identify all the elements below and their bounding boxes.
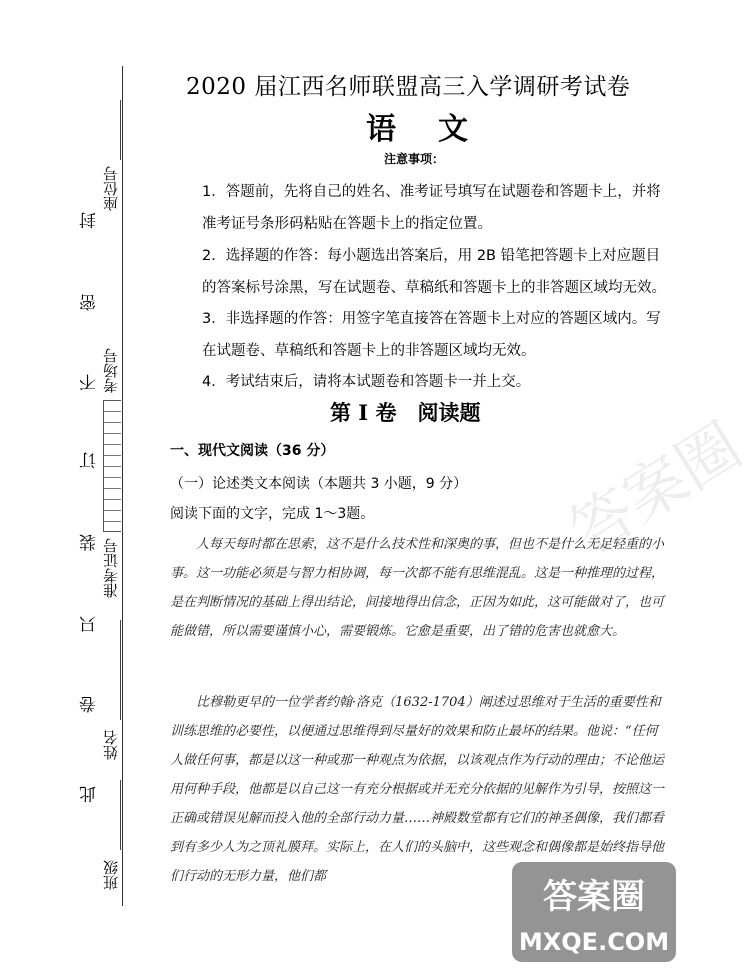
- notice-item-text: 2．选择题的作答：每小题选出答案后，用 2B 铅笔把答题卡上对应题目的答案标号涂黑，写在试题卷、草稿纸和答题卡上的非答题区域均无效。: [202, 248, 666, 296]
- logo-badge-url: MXQE.COM: [518, 928, 670, 956]
- notice-item-text: 4．考试结束后，请将本试题卷和答题卡一并上交。: [202, 374, 531, 390]
- notice-item-1: [170, 176, 670, 240]
- admission-number-label: 准考证号: [102, 538, 120, 598]
- notice-item-3: [170, 303, 670, 367]
- seat-number-label: 座位号: [102, 166, 120, 211]
- exam-title: 2020 届江西名师联盟高三入学调研考试卷: [186, 74, 631, 100]
- seal-char-zhuang: 装: [80, 534, 100, 551]
- seal-char-zhi: 只: [80, 616, 100, 633]
- binding-line: [122, 66, 123, 906]
- notice-item-text: 3．非选择题的作答：用签字笔直接答在答题卡上对应的答题区域内。写在试题卷、草稿纸和答题卡上的非答题区域均无效。: [202, 311, 661, 359]
- logo-badge-text: 答案圈: [543, 877, 645, 917]
- part-heading: 一、现代文阅读（36 分）: [170, 443, 335, 459]
- section-title: 第 I 卷 阅读题: [330, 400, 481, 425]
- class-label: 班级: [102, 860, 120, 890]
- answer-circle-logo: [508, 858, 680, 966]
- passage-paragraph-1: 人每天每时都在思索，这不是什么技术性和深奥的事，但也不是什么无足轻重的小事。这一功能必须是与智力相协调，每一次都不能有思维混乱。这是一种推理的过程，是在判断情况的基础上得出结论，间接地得出信念，正因为如此，这可能做对了，也可能做错，所以需要谨慎小心，需要锻炼。它愈是重要，出了错的危害也就愈大。: [170, 537, 665, 639]
- seal-char-feng: 封: [80, 212, 100, 229]
- seal-char-mi: 密: [80, 294, 100, 311]
- passage-paragraph-2: 比穆勒更早的一位学者约翰·洛克（1632-1704）阐述过思维对于生活的重要性和训练思维的必要性，以便通过思维得到尽量好的效果和防止最坏的结果。他说：“任何人做任何事，都是以这一种或那一种观点为依据，以该观点作为行动的理由；不论他运用何种手段，他都是以自己这一有充分根据或并无充分依据的见解作为引导，按照这一正确或错误见解而投入他的全部行动力量……神殿数堂都有它们的神圣偶像，我们都看到有多少人为之顶礼膜拜。实际上，在人们的头脑中，这些观念和偶像都是始终指导他们行动的无形力量，他们都: [170, 695, 665, 884]
- notice-item-text: 1．答题前，先将自己的姓名、准考证号填写在试题卷和答题卡上，并将准考证号条形码粘贴在答题卡上的指定位置。: [202, 184, 661, 232]
- seat-number-line[interactable]: [120, 100, 121, 160]
- seal-char-ci: 此: [80, 786, 100, 803]
- seal-char-bu: 不: [80, 374, 100, 391]
- notice-item-4: [170, 366, 670, 398]
- sub-heading: （一）论述类文本阅读（本题共 3 小题，9 分）: [170, 476, 468, 492]
- seal-char-ding: 订: [80, 452, 100, 469]
- instruction-text: 阅读下面的文字，完成 1～3题。: [170, 506, 375, 522]
- exam-room-label: 考场号: [102, 348, 120, 393]
- name-line[interactable]: [120, 620, 121, 720]
- notice-heading: 注意事项：: [384, 152, 445, 166]
- subject-title: 语文: [366, 112, 510, 147]
- name-label: 姓名: [102, 730, 120, 760]
- exam-room-grid[interactable]: [103, 400, 121, 532]
- notice-item-2: [170, 240, 670, 304]
- diagonal-watermark: 答案圈: [557, 408, 754, 569]
- binding-margin: [0, 0, 140, 971]
- seal-char-juan: 卷: [80, 696, 100, 713]
- class-line[interactable]: [120, 780, 121, 850]
